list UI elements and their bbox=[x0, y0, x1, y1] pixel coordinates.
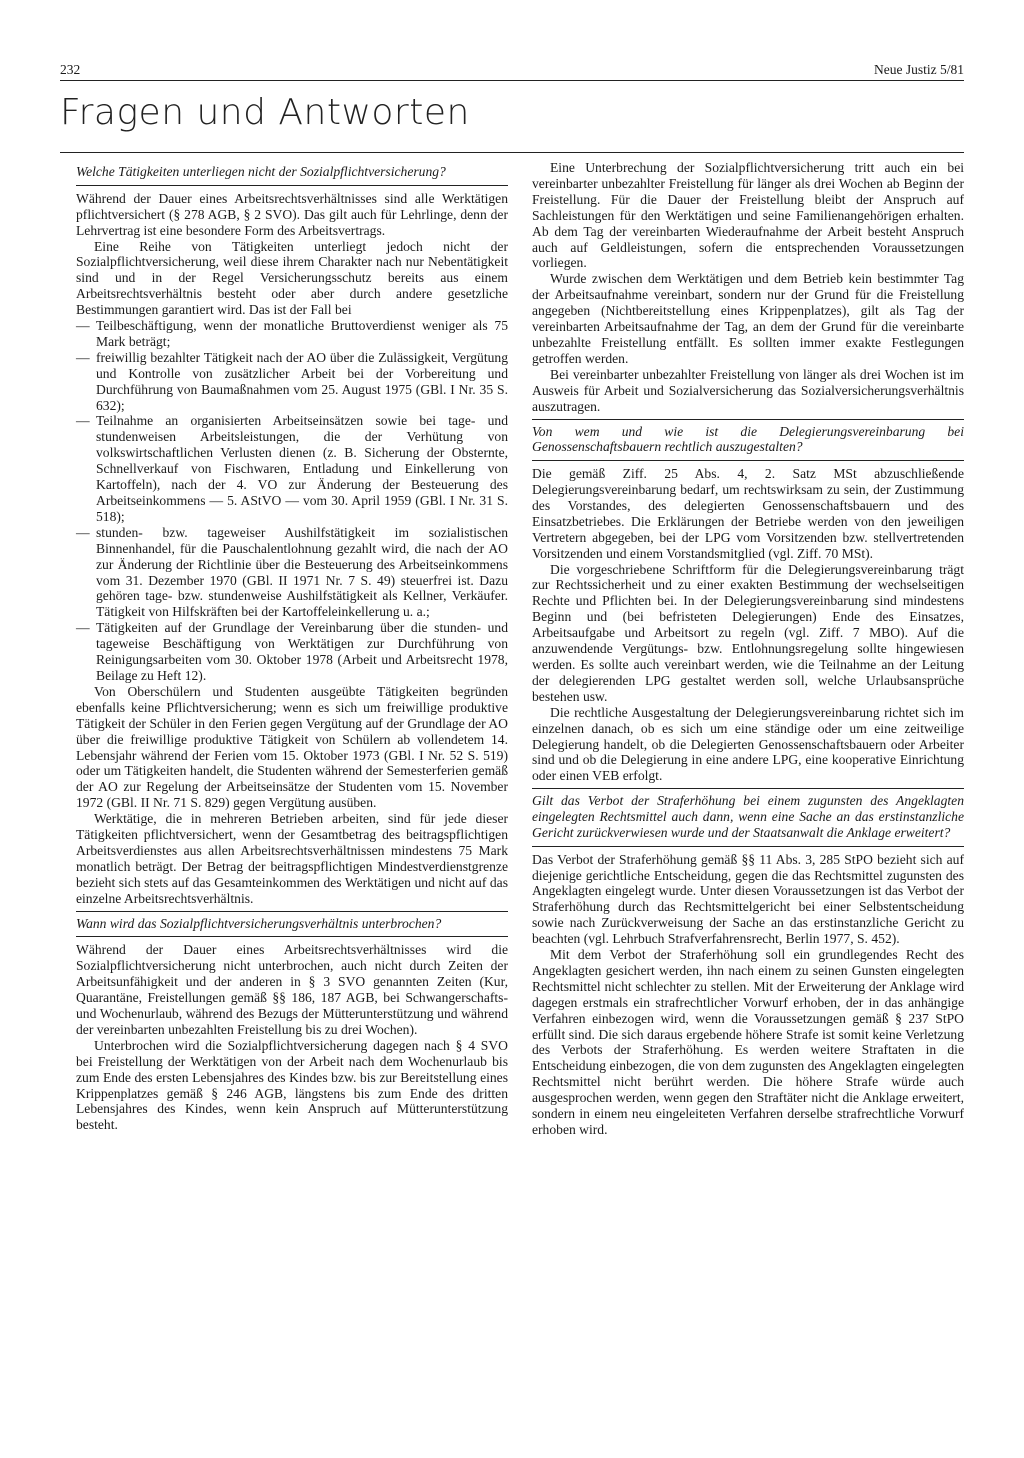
paragraph: Werktätige, die in mehreren Betrieben arbeiten, sind für jede dieser Tätigkeiten pflichtversichert, wenn der Gesamtbetrag des beitragspflichtigen Arbeitsverdienstes aus allen Arbeitsrechtsverhältnissen mindestens 75 Mark monatlich beträgt. Der Betrag der beitragspflichtigen Mindestverdienstgrenze bezieht sich stets auf das Gesamteinkommen des Werktätigen und nicht auf das einzelne Arbeitsrechtsverhältnis. bbox=[76, 811, 508, 906]
list-item: — stunden- bzw. tageweiser Aushilfstätigkeit im sozialistischen Binnenhandel, für die Pauschalentlohnung gezahlt wird, die nach der AO zur Änderung der Richtlinie über die Besteuerung des Arbeitseinkommens vom 31. Dezember 1970 (GBl. II 1971 Nr. 7 S. 49) steuerfrei ist. Dazu gehören tage- bzw. stundenweise Aushilfstätigkeit als Kellner, Verkäufer. Tätigkeit von Hilfskräften bei der Kartoffeleinkellerung u. a.; bbox=[76, 525, 508, 620]
list-item: — Teilbeschäftigung, wenn der monatliche Bruttoverdienst weniger als 75 Mark beträgt; bbox=[76, 318, 508, 350]
paragraph: Eine Unterbrechung der Sozialpflichtversicherung tritt auch ein bei vereinbarter unbezahlter Freistellung für länger als drei Wochen ab Beginn der Freistellung. Für die Dauer der Freistellung bleibt der Anspruch auf Sachleistungen für den Werktätigen und seine Familienangehörigen erhalten. Ab dem Tag der vereinbarten Wiederaufnahme der Arbeit besteht Anspruch auch auf Geldleistungen, sofern die entsprechenden Voraussetzungen vorliegen. bbox=[532, 160, 964, 271]
question-heading: Gilt das Verbot der Straferhöhung bei einem zugunsten des Angeklagten eingelegten Rechtsmittel auch dann, wenn eine Sache an das erstinstanzliche Gericht zurückverwiesen wurde und der Staatsanwalt die Anklage erweitert? bbox=[532, 788, 964, 846]
answer bbox=[76, 942, 508, 1133]
answer bbox=[532, 852, 964, 1138]
answer bbox=[532, 466, 964, 784]
paragraph: Die vorgeschriebene Schriftform für die Delegierungsvereinbarung trägt zur Rechtssicherheit und zu einer exakten Bestimmung der wechselseitigen Rechte und Pflichten bei. In der Delegierungsvereinbarung sind mindestens Beginn und (bei befristeten Delegierungen) Ende des Einsatzes, Arbeitsaufgabe und Arbeitsort zu regeln (vgl. Ziff. 7 MBO). Auf die anzuwendende Vergütungs- bzw. Entlohnungsregelung sollte hingewiesen werden. Es sollte auch vereinbart werden, wie die Teilnahme an der Leitung der delegierenden LPG gestaltet werden soll, welche Urlaubsansprüche bestehen usw. bbox=[532, 561, 964, 704]
paragraph: Die gemäß Ziff. 25 Abs. 4, 2. Satz MSt abzuschließende Delegierungsvereinbarung bedarf, um rechtswirksam zu sein, der Zustimmung des Vorstandes, des delegierten Genossenschaftsbauern und des Einsatzbetriebes. Die Erklärungen der Betriebe werden von den jeweiligen Vertretern abgegeben, bei der LPG vom Vorsitzenden bzw. stellvertretenden Vorsitzenden und einem Vorstandsmitglied (vgl. Ziff. 70 MSt). bbox=[532, 466, 964, 561]
header-rule bbox=[60, 80, 964, 81]
paragraph: Während der Dauer eines Arbeitsrechtsverhältnisses wird die Sozialpflichtversicherung nicht unterbrochen, auch nicht durch Zeiten der Arbeitsunfähigkeit und der anderen in § 3 SVO genannten Zeiten (Kur, Quarantäne, Freistellungen gemäß §§ 186, 187 AGB, bei Schwangerschafts- und Wochenurlaub, während des Bezugs der Mütterunterstützung und während der vereinbarten unbezahlten Freistellung bis zu drei Wochen). bbox=[76, 942, 508, 1037]
dash-list bbox=[76, 318, 508, 684]
paragraph: Bei vereinbarter unbezahlter Freistellung von länger als drei Wochen ist im Ausweis für Arbeit und Sozialversicherung das Sozialversicherungsverhältnis auszutragen. bbox=[532, 366, 964, 414]
answer bbox=[532, 160, 964, 415]
title-rule bbox=[60, 152, 964, 153]
right-column bbox=[532, 160, 964, 1141]
paragraph: Mit dem Verbot der Straferhöhung soll ein grundlegendes Recht des Angeklagten gesichert werden, ihn nach einem zu seinen Gunsten eingelegten Rechtsmittel nicht schlechter zu stellen. Mit der Erweiterung der Anklage wird dagegen erstmals ein strafrechtlicher Vorwurf erhoben, der in das anhängige Verfahren einbezogen wird, wenn die Voraussetzungen gemäß § 237 StPO erfüllt sind. Die sich daraus ergebende höhere Strafe ist somit keine Verletzung des Verbots der Straferhöhung. Es werden weitere Straftaten in die Entscheidung einbezogen, die von dem zugunsten des Angeklagten eingelegten Rechtsmittel nicht berührt werden. Die höhere Strafe würde auch ausgesprochen werden, wenn gegen den Straftäter nicht die Anklage erweitert, sondern in einem neu eingeleiteten Verfahren derselbe strafrechtliche Vorwurf erhoben wird. bbox=[532, 947, 964, 1138]
paragraph: Die rechtliche Ausgestaltung der Delegierungsvereinbarung richtet sich im einzelnen danach, ob es sich um eine ständige oder um eine zeitweilige Delegierung handelt, ob die Delegierten Genossenschaftsbauern oder Arbeiter sind und ob die Delegierung in eine andere LPG, eine kooperative Einrichtung oder einen VEB erfolgt. bbox=[532, 704, 964, 784]
page-header bbox=[60, 62, 964, 82]
paragraph: Unterbrochen wird die Sozialpflichtversicherung dagegen nach § 4 SVO bei Freistellung der Werktätigen von der Arbeit nach dem Wochenurlaub bis zum Ende des ersten Lebensjahres des Kindes bzw. bis zur Bereitstellung eines Krippenplatzes gemäß § 246 AGB, längstens bis zum Ende des dritten Lebensjahres des Kindes, wenn kein Anspruch auf Mütterunterstützung besteht. bbox=[76, 1037, 508, 1133]
paragraph: Wurde zwischen dem Werktätigen und dem Betrieb kein bestimmter Tag der Arbeitsaufnahme vereinbart, sondern nur der Grund für die Freistellung angegeben (Nichtbereitstellung eines Krippenplatzes), gilt als Tag der vereinbarten Arbeitsaufnahme der Tag, an dem der Grund für die vereinbarte unbezahlte Freistellung entfällt. Es sollten immer exakte Festlegungen getroffen werden. bbox=[532, 271, 964, 366]
journal-issue: Neue Justiz 5/81 bbox=[874, 62, 964, 77]
section-title: Fragen und Antworten bbox=[60, 92, 470, 133]
paragraph: Das Verbot der Straferhöhung gemäß §§ 11 Abs. 3, 285 StPO bezieht sich auf diejenige gerichtliche Entscheidung, gegen die das Rechtsmittel zugunsten des Angeklagten eingelegt wurde. Unter diesen Voraussetzungen ist das Verbot der Straferhöhung durch das Rechtsmittelgericht bei einer Selbstentscheidung sowie nach Zurückverweisung der Sache an das erstinstanzliche Gericht zu beachten (vgl. Lehrbuch Strafverfahrensrecht, Berlin 1977, S. 452). bbox=[532, 851, 964, 947]
list-item: — Teilnahme an organisierten Arbeitseinsätzen sowie bei tage- und stundenweisen Arbeitsleistungen, die der Verhütung von volkswirtschaftlichen Verlusten dienen (z. B. Sicherung der Obsternte, Schnellverkauf von Fischwaren, Entladung und Einkellerung von Kartoffeln), nach der 4. VO zur Änderung der Besteuerung des Arbeitseinkommens — 5. AStVO — vom 30. April 1959 (GBl. I Nr. 31 S. 518); bbox=[76, 413, 508, 524]
question-heading: Wann wird das Sozialpflichtversicherungsverhältnis unterbrochen? bbox=[76, 911, 508, 938]
answer bbox=[76, 191, 508, 907]
list-item: — freiwillig bezahlter Tätigkeit nach der AO über die Zulässigkeit, Vergütung und Kontrolle von zusätzlicher Arbeit bei der Vorbereitung und Durchführung von Baumaßnahmen vom 25. August 1975 (GBl. I Nr. 35 S. 632); bbox=[76, 350, 508, 414]
left-column bbox=[76, 160, 508, 1136]
paragraph: Eine Reihe von Tätigkeiten unterliegt jedoch nicht der Sozialpflichtversicherung, weil diese ihrem Charakter nach nur Nebentätigkeit sind und in der Regel Versicherungsschutz bereits aus einem Arbeitsrechtsverhältnis besteht oder aber durch andere gesetzliche Bestimmungen garantiert wird. Das ist der Fall bei bbox=[76, 238, 508, 318]
question-heading: Von wem und wie ist die Delegierungsvereinbarung bei Genossenschaftsbauern rechtlich auszugestalten? bbox=[532, 419, 964, 462]
paragraph: Während der Dauer eines Arbeitsrechtsverhältnisses sind alle Werktätigen pflichtversichert (§ 278 AGB, § 2 SVO). Das gilt auch für Lehrlinge, denn der Lehrvertrag ist eine besondere Form des Arbeitsvertrags. bbox=[76, 190, 508, 238]
question-heading: Welche Tätigkeiten unterliegen nicht der Sozialpflichtversicherung? bbox=[76, 160, 508, 186]
paragraph: Von Oberschülern und Studenten ausgeübte Tätigkeiten begründen ebenfalls keine Pflichtversicherung; wenn es sich um freiwillige produktive Tätigkeit der Schüler in den Ferien gegen Vergütung auf der Grundlage der AO über die freiwillige produktive Tätigkeit von Schülern ab vollendetem 14. Lebensjahr während der Ferien vom 15. Oktober 1973 (GBl. I Nr. 52 S. 519) oder um Tätigkeiten handelt, die Studenten während der Semesterferien gemäß der AO zur Regelung der Arbeitseinsätze der Studenten vom 15. November 1972 (GBl. II Nr. 71 S. 829) gegen Vergütung ausüben. bbox=[76, 683, 508, 811]
list-item: — Tätigkeiten auf der Grundlage der Vereinbarung über die stunden- und tageweise Beschäftigung von Werktätigen zur Durchführung von Reinigungsarbeiten vom 30. Oktober 1978 (Arbeit und Arbeitsrecht 1978, Beilage zu Heft 12). bbox=[76, 620, 508, 684]
page-number: 232 bbox=[60, 62, 81, 77]
